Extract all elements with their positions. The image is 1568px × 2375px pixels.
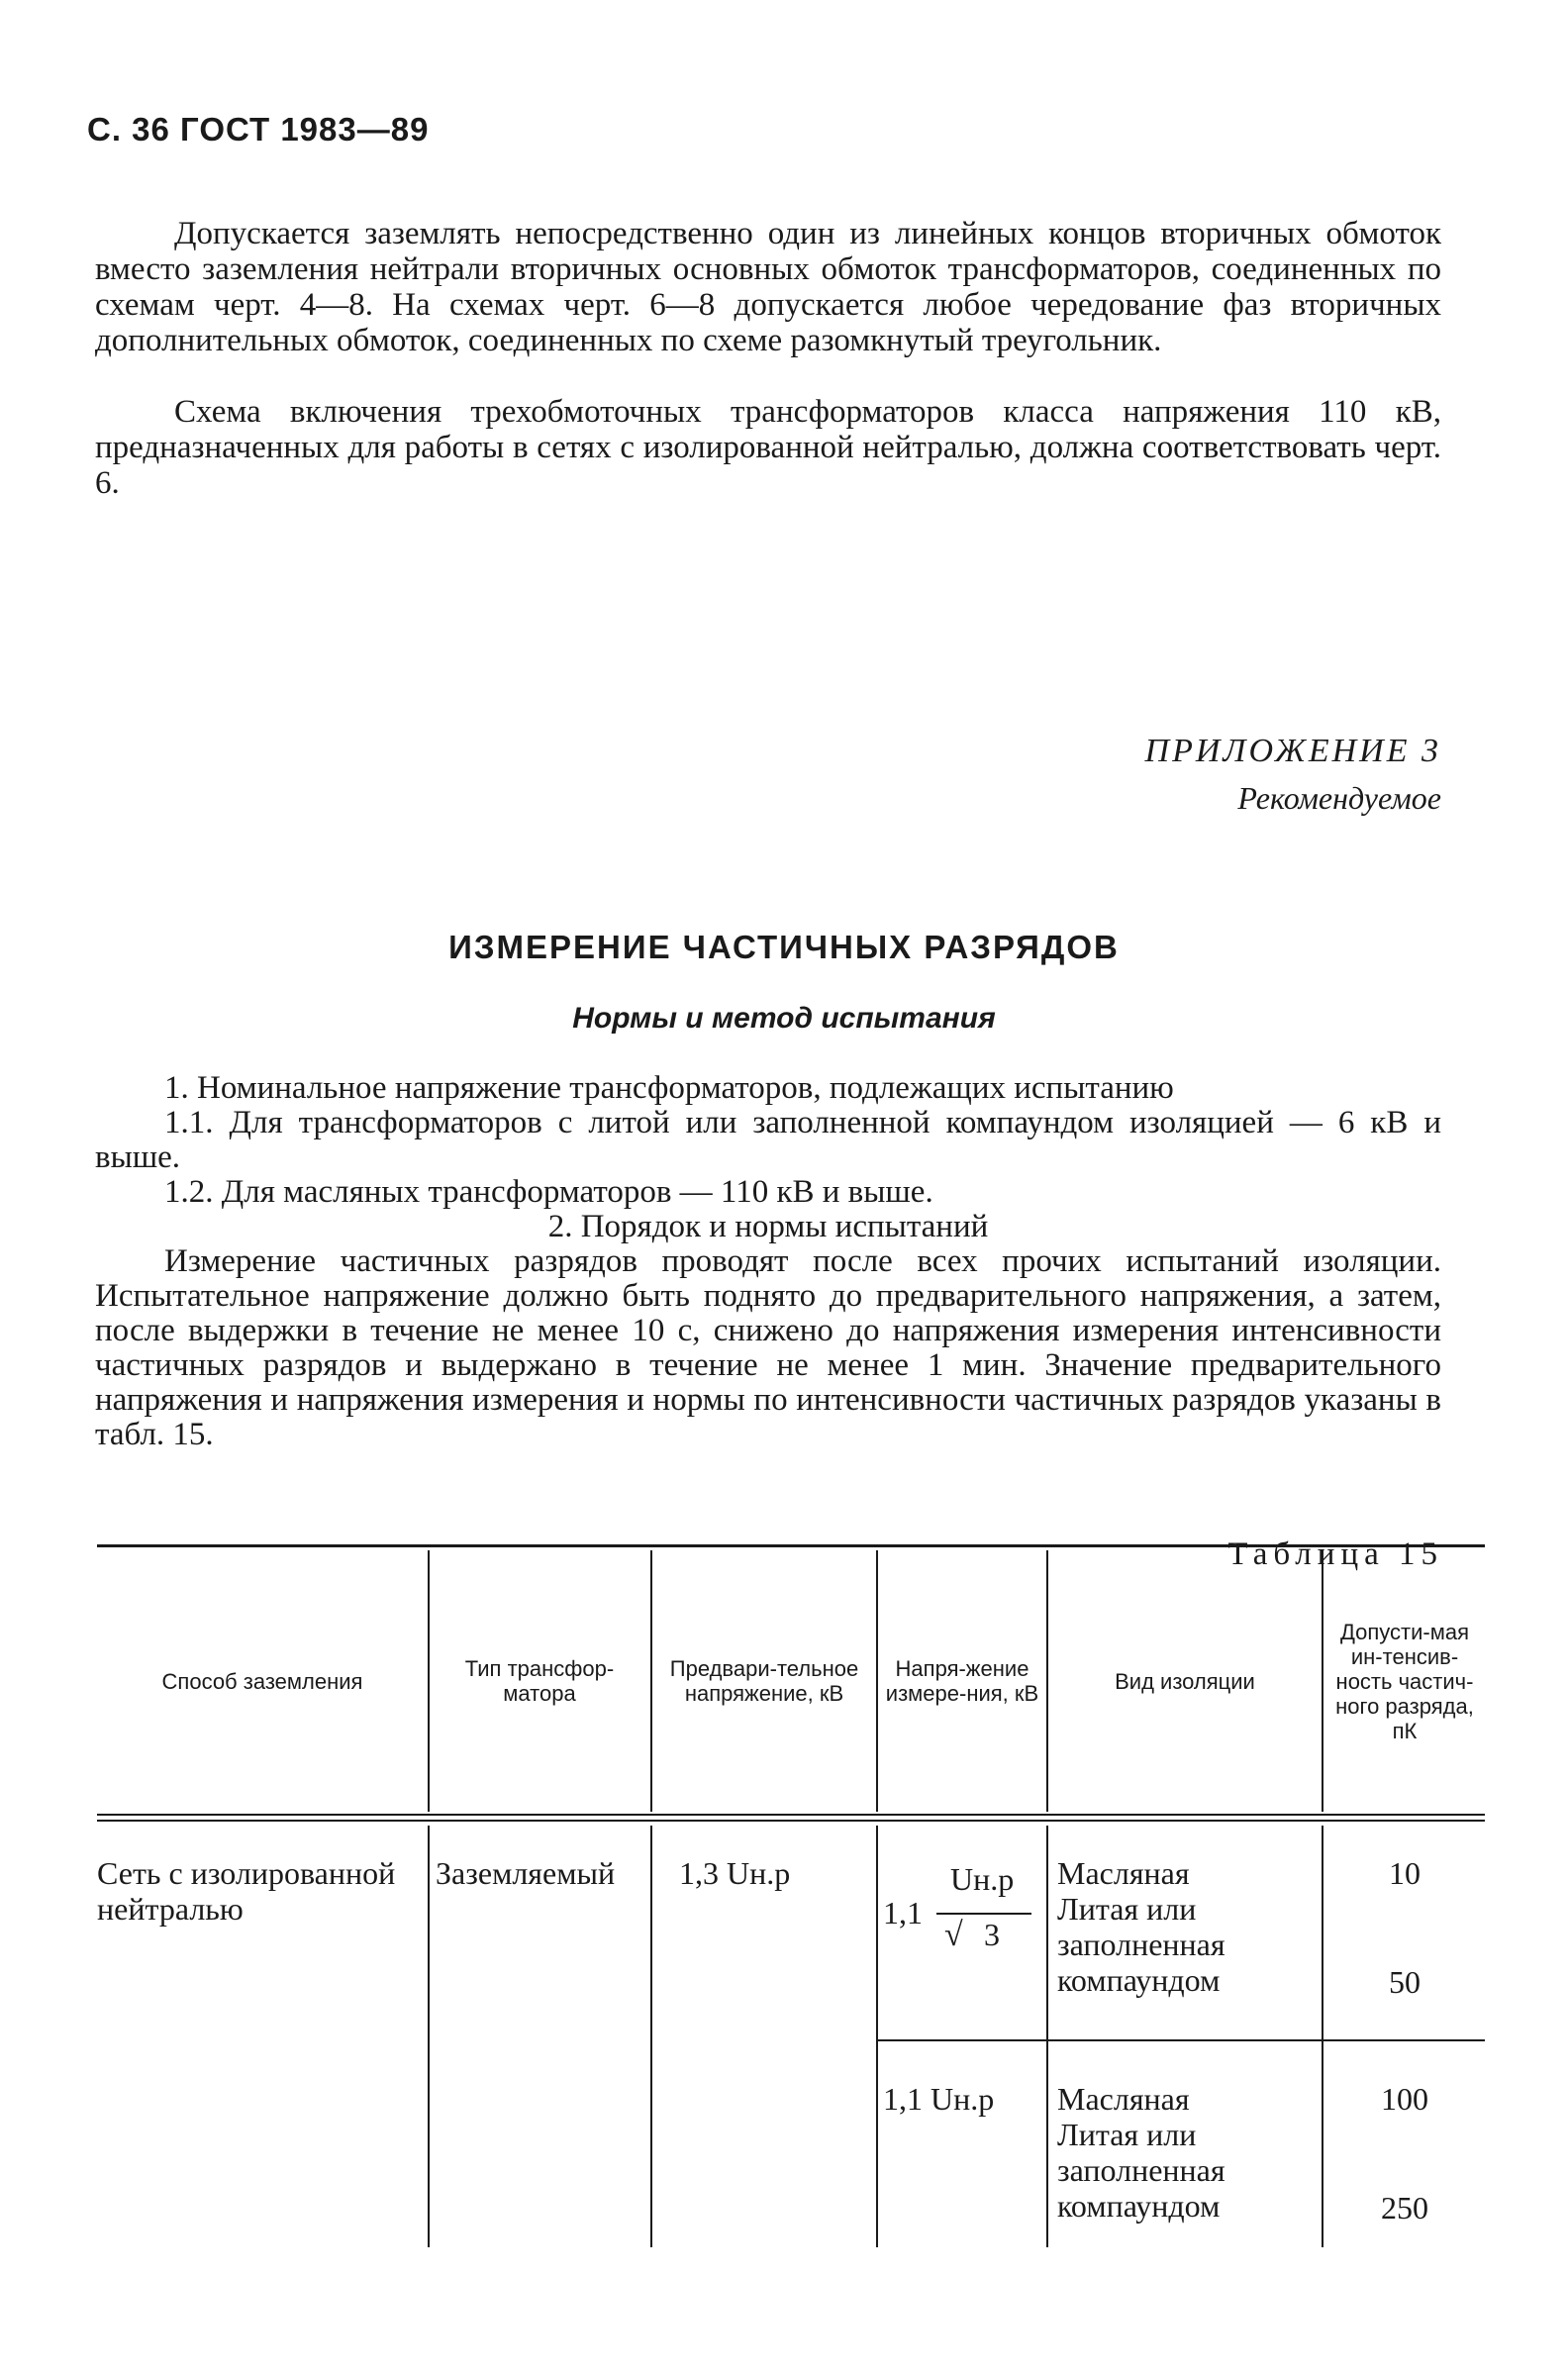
- table-caption: Таблица 15: [1227, 1536, 1443, 1572]
- item-1: 1. Номинальное напряжение трансформаторов, подлежащих испытанию: [164, 1070, 1174, 1106]
- header-bottom-rule: [97, 1814, 1485, 1816]
- row-divider: [876, 2039, 1485, 2041]
- header-grounding: Способ заземления: [161, 1668, 363, 1694]
- cell-preliminary: 1,3 Uн.р: [679, 1855, 791, 1891]
- cell-value-50: 50: [1389, 1964, 1421, 2000]
- cell-insulation-oil-1: Масляная: [1057, 1855, 1190, 1891]
- body-divider-3: [876, 1826, 878, 2247]
- cell-value-100: 100: [1381, 2081, 1428, 2117]
- header-preliminary: Предвари-тельное напряжение, кВ: [669, 1656, 859, 1706]
- formula-numerator: Uн.р: [950, 1861, 1015, 1897]
- col-divider-3: [876, 1550, 878, 1812]
- header-insulation: Вид изоляции: [1115, 1668, 1255, 1694]
- cell-measure-formula: [881, 1861, 1039, 1970]
- formula-denominator: 3: [984, 1917, 1000, 1952]
- body-divider-4: [1046, 1826, 1048, 2247]
- header-intensity: Допусти-мая ин-тенсив-ность частич-ного разряда, пК: [1335, 1619, 1474, 1743]
- appendix-title: ПРИЛОЖЕНИЕ 3: [1144, 733, 1441, 769]
- cell-value-10: 10: [1389, 1855, 1421, 1891]
- col-divider-5: [1322, 1550, 1323, 1812]
- header-type: Тип трансфор-матора: [464, 1656, 615, 1706]
- page-header: С. 36 ГОСТ 1983—89: [87, 111, 430, 148]
- body-divider-5: [1322, 1826, 1323, 2247]
- col-divider-2: [650, 1550, 652, 1812]
- cell-type: Заземляемый: [436, 1855, 616, 1891]
- section-subtitle: Нормы и метод испытания: [572, 1002, 996, 1035]
- col-divider-1: [428, 1550, 430, 1812]
- body-divider-1: [428, 1826, 430, 2247]
- cell-value-250: 250: [1381, 2190, 1428, 2226]
- item-1-1: 1.1. Для трансформаторов с литой или заполненной компаундом изоляцией — 6 кВ и выше.: [95, 1105, 1441, 1175]
- cell-insulation-cast-2: Литая или заполненная компаундом: [1057, 2117, 1225, 2224]
- norms-text: [95, 1071, 1441, 1452]
- fraction-bar: [936, 1913, 1031, 1915]
- cell-insulation-oil-2: Масляная: [1057, 2081, 1190, 2117]
- item-1-2: 1.2. Для масляных трансформаторов — 110 кВ и выше.: [164, 1174, 933, 1210]
- appendix-status: Рекомендуемое: [1237, 780, 1441, 816]
- cell-grounding: Сеть с изолированной нейтралью: [97, 1855, 396, 1927]
- intro-paragraph-2: Схема включения трехобмоточных трансформаторов класса напряжения 110 кВ, предназначенных для работы в сетях с изолированной нейтралью, должна соответствовать черт. 6.: [95, 394, 1441, 501]
- table-top-rule: [97, 1544, 1485, 1547]
- col-divider-4: [1046, 1550, 1048, 1812]
- formula-coef: 1,1: [883, 1895, 923, 1930]
- cell-measure-2: 1,1 Uн.р: [883, 2081, 995, 2117]
- item-2: 2. Порядок и нормы испытаний: [547, 1209, 989, 1244]
- header-measurement: Напря-жение измере-ния, кВ: [885, 1656, 1039, 1706]
- body-divider-2: [650, 1826, 652, 2247]
- cell-insulation-cast-1: Литая или заполненная компаундом: [1057, 1891, 1225, 1998]
- intro-paragraph-1: Допускается заземлять непосредственно один из линейных концов вторичных обмоток вместо заземления нейтрали вторичных основных обмоток трансформаторов, соединенных по схемам черт. 4—8. На схемах черт. 6—8 допускается любое чередование фаз вторичных дополнительных обмоток, соединенных по схеме разомкнутый треугольник.: [95, 216, 1441, 358]
- item-2-text: Измерение частичных разрядов проводят после всех прочих испытаний изоляции. Испытательное напряжение должно быть поднято до предварительного напряжения, а затем, после выдержки в течение не менее 10 с, снижено до напряжения измерения интенсивности частичных разрядов и выдержано в течение не менее 1 мин. Значение предварительного напряжения и напряжения измерения и нормы по интенсивности частичных разрядов указаны в табл. 15.: [95, 1243, 1441, 1452]
- sqrt-icon: √: [944, 1917, 963, 1953]
- header-bottom-rule-2: [97, 1820, 1485, 1822]
- section-title: ИЗМЕРЕНИЕ ЧАСТИЧНЫХ РАЗРЯДОВ: [448, 929, 1120, 965]
